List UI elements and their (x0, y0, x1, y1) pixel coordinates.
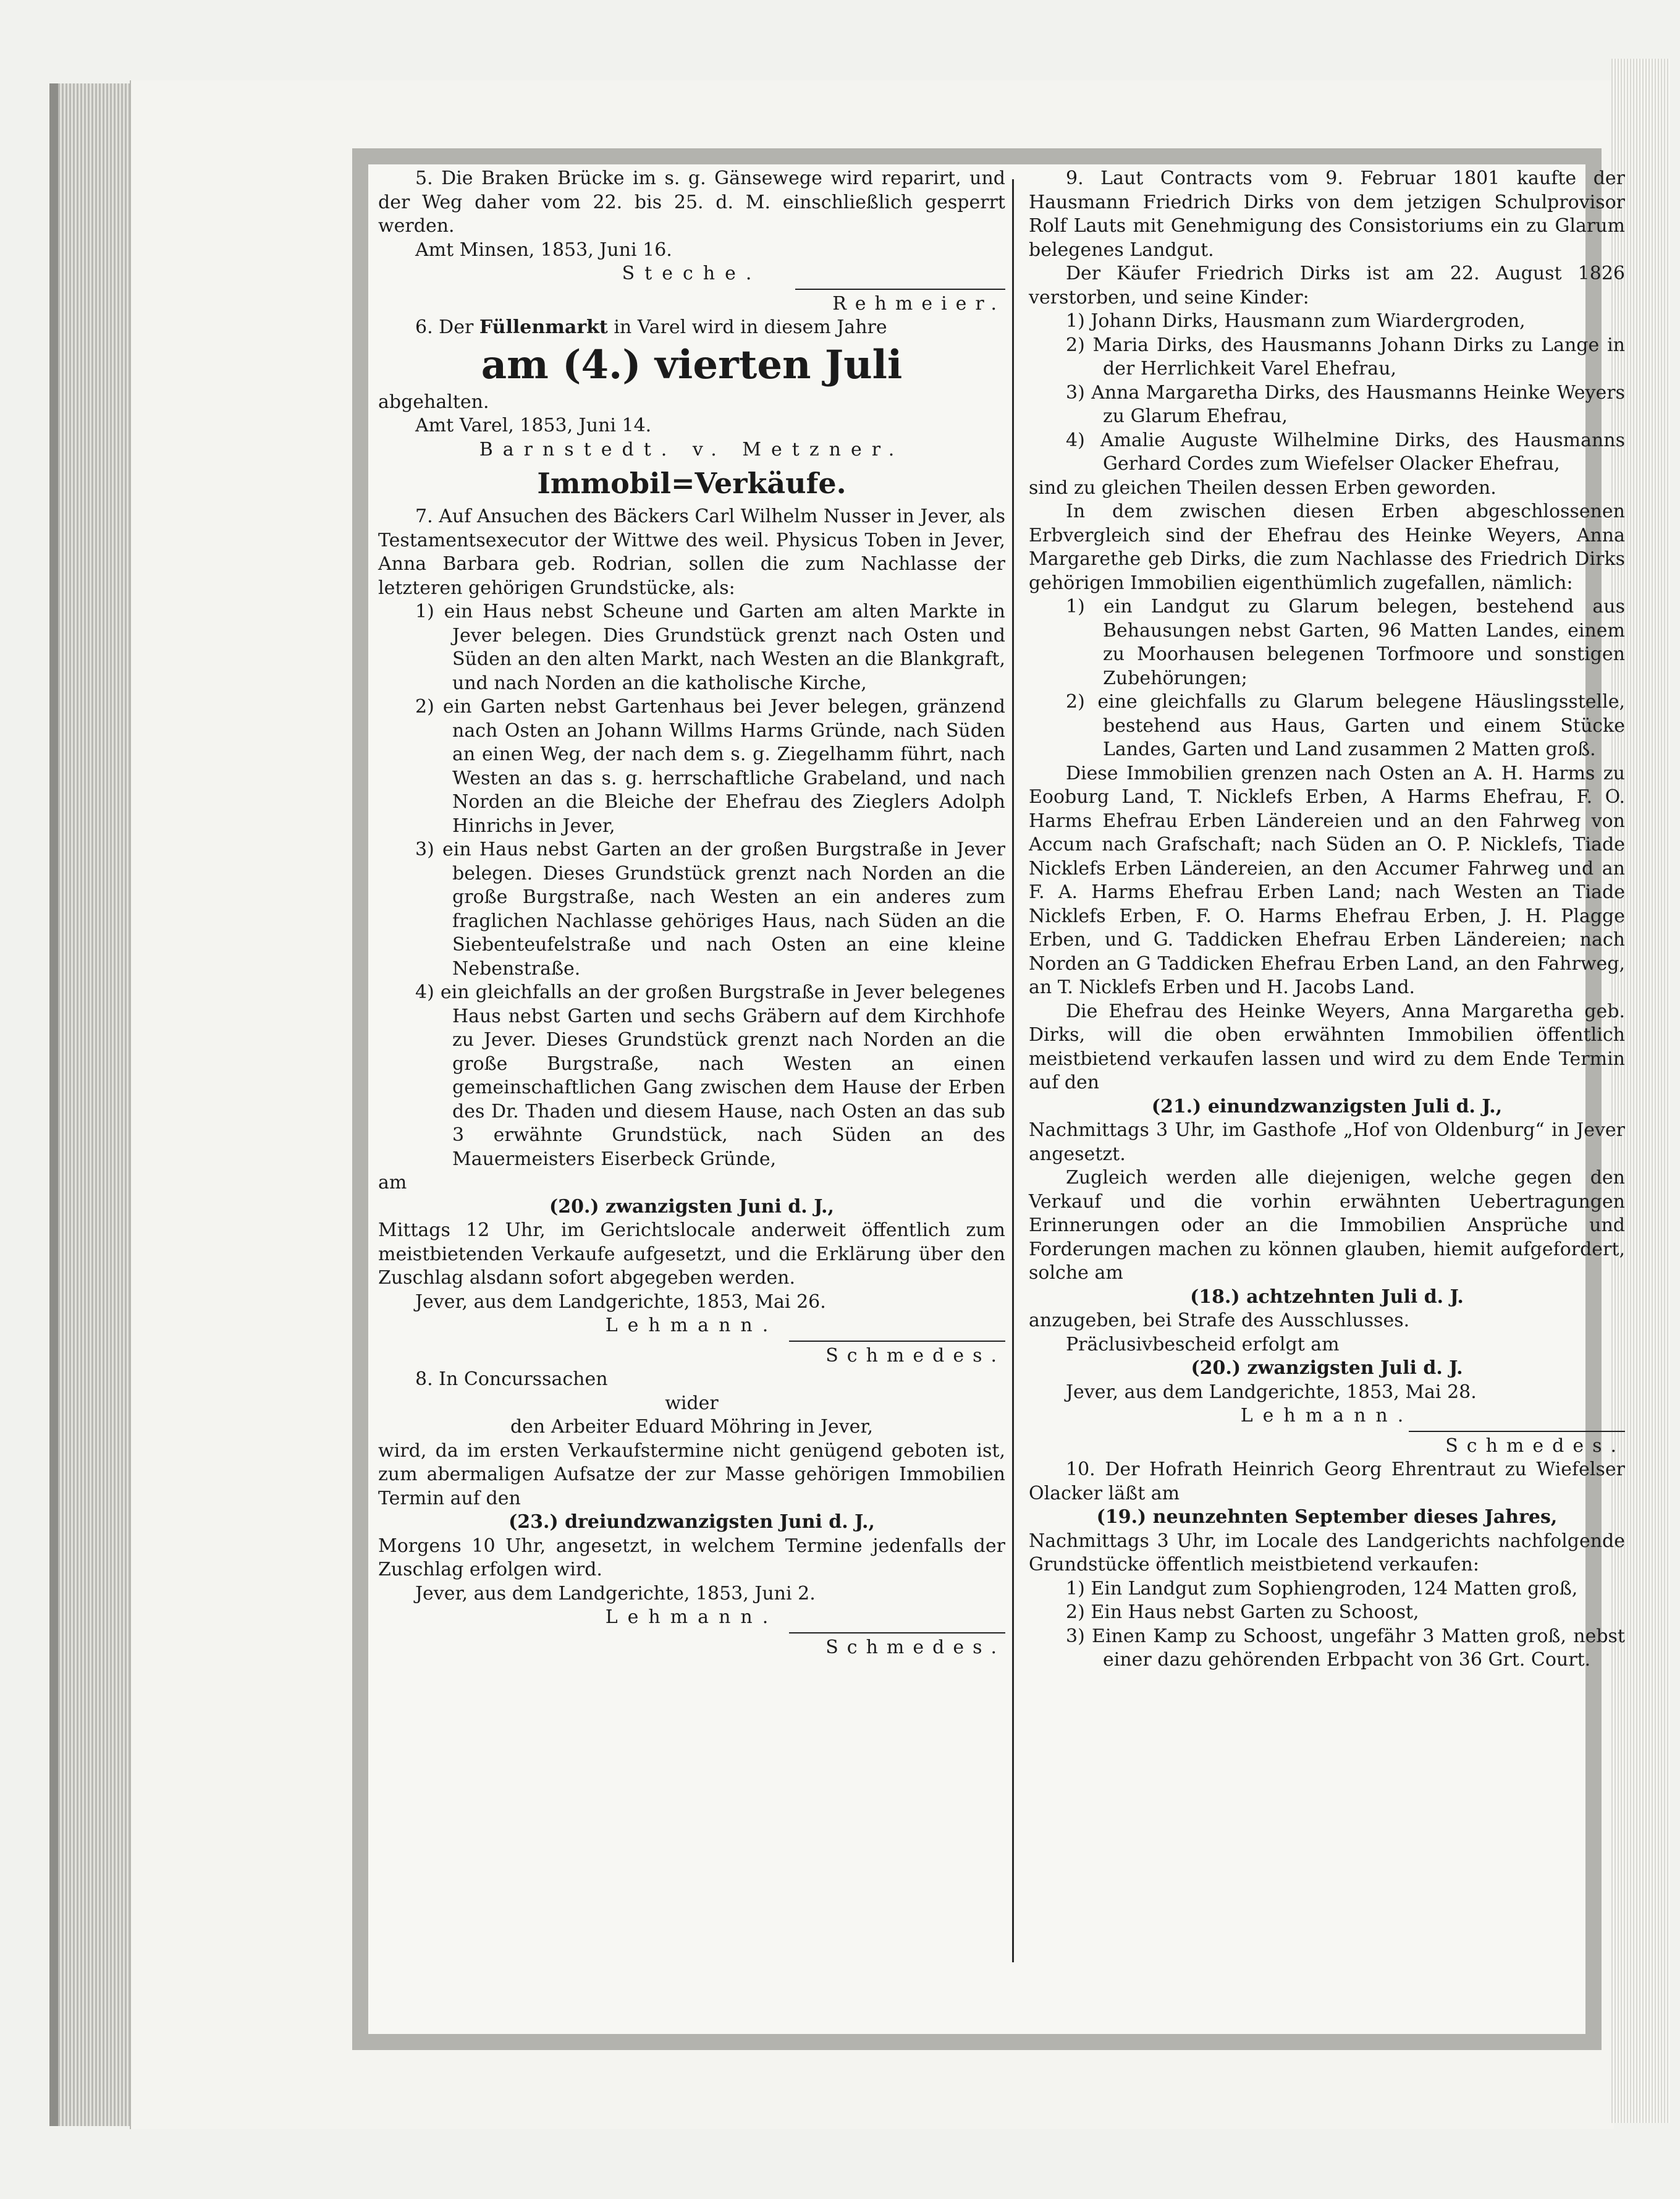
notice-9-child: 4) Amalie Auguste Wilhelmine Dirks, des Hausmanns Gerhard Cordes zum Wiefelser Olacker Ehefrau, (1066, 429, 1625, 475)
notice-7-item: 4) ein gleichfalls an der großen Burgstraße in Jever belegenes Haus nebst Garten und sechs Gräbern auf dem Kirchhofe zu Jever. Dieses Grundstück grenzt nach Norden an die große Burgstraße, nach Westen an einen gemeinschaftlichen Gang zwischen dem Hause der Erben des Dr. Thaden und diesem Hause, nach Osten an das sub 3 erwähnte Grundstück, nach Süden an des Mauermeisters Eiserbeck Gründe, (415, 981, 1005, 1170)
notice-9-p3: sind zu gleichen Theilen dessen Erben geworden. (1029, 477, 1496, 499)
notice-9-child: 2) Maria Dirks, des Hausmanns Johann Dirks zu Lange in der Herrlichkeit Varel Ehefrau, (1066, 334, 1625, 379)
notice-6-intro-b: in Varel wird in diesem Jahre (614, 316, 887, 338)
notice-9-signature-2: Schmedes. (1445, 1434, 1625, 1457)
signature-rule (789, 1341, 1005, 1342)
notice-9-signature-1: Lehmann. (1240, 1405, 1414, 1426)
notice-6-outro: abgehalten. (378, 391, 489, 413)
notice-8-signature-1: Lehmann. (605, 1606, 779, 1628)
notice-9-date-2: (18.) achtzehnten Juli d. J. (1190, 1286, 1464, 1308)
notice-9-date-3: (20.) zwanzigsten Juli d. J. (1191, 1357, 1463, 1379)
notice-5-text: 5. Die Braken Brücke im s. g. Gänsewege wird reparirt, und der Weg daher vom 22. bis 25. d. M. einschließlich gesperrt werden. (378, 167, 1005, 237)
notice-7-am: am (378, 1172, 407, 1193)
notice-5-signature-1: Steche. (622, 263, 762, 284)
notice-9-p7: Nachmittags 3 Uhr, im Gasthofe „Hof von Oldenburg“ in Jever angesetzt. (1029, 1119, 1625, 1165)
notice-9-p6: Die Ehefrau des Heinke Weyers, Anna Margaretha geb. Dirks, will die oben erwähnten Immobilien öffentlich meistbietend verkaufen lassen und wird zu dem Ende Termin auf den (1029, 1000, 1625, 1093)
notice-10-p2: Nachmittags 3 Uhr, im Locale des Landgerichts nachfolgende Grundstücke öffentlich meistbietend verkaufen: (1029, 1530, 1625, 1575)
notice-7-place-date: Jever, aus dem Landgerichte, 1853, Mai 26. (415, 1290, 826, 1313)
notice-8-date: (23.) dreiundzwanzigsten Juni d. J., (509, 1511, 875, 1533)
notice-7-item: 3) ein Haus nebst Garten an der großen Burgstraße in Jever belegen. Dieses Grundstück grenzt nach Norden an die große Burgstraße, nach Westen an ein anderes zum fraglichen Nachlasse gehöriges Haus, nach Süden an die Siebenteufelstraße und nach Osten an eine kleine Nebenstraße. (415, 839, 1005, 980)
notice-9-property: 2) eine gleichfalls zu Glarum belegene Häuslingsstelle, bestehend aus Haus, Garten und einem Stücke Landes, Garten und Land zusammen 2 Matten groß. (1066, 691, 1625, 760)
notice-5-signature-2: Rehmeier. (832, 292, 1005, 315)
notice-7-intro: 7. Auf Ansuchen des Bäckers Carl Wilhelm Nusser in Jever, als Testamentsexecutor der Wittwe des weil. Physicus Toben in Jever, Anna Barbara geb. Rodrian, sollen die zum Nachlasse der letzteren gehörigen Grundstücke, als: (378, 506, 1005, 599)
notice-10-item: 3) Einen Kamp zu Schoost, ungefähr 3 Matten groß, nebst einer dazu gehörenden Erbpacht von 36 Grt. Court. (1066, 1625, 1625, 1671)
notice-9-p9: anzugeben, bei Strafe des Ausschlusses. (1029, 1310, 1410, 1331)
notice-6-big-date: am (4.) vierten Juli (481, 341, 903, 388)
notice-9-date-1: (21.) einundzwanzigsten Juli d. J., (1151, 1095, 1503, 1117)
notice-9-p5: Diese Immobilien grenzen nach Osten an A. H. Harms zu Eooburg Land, T. Nicklefs Erben, A Harms Ehefrau, F. O. Harms Ehefrau Erben Ländereien und an den Fahrweg von Accum nach Grafschaft; nach Süden an O. P. Nicklefs, Tiade Nicklefs Erben Ländereien, an den Accumer Fahrweg und an F. A. Harms Ehefrau Erben Land; nach Westen an Tiade Nicklefs Erben, F. O. Harms Ehefrau Erben, J. H. Plagge Erben, und G. Taddicken Ehefrau Erben Ländereien; nach Norden an G Taddicken Ehefrau Erben Land, an den Fahrweg, an T. Nicklefs Erben und H. Jacobs Land. (1029, 762, 1625, 998)
notice-5-place-date: Amt Minsen, 1853, Juni 16. (415, 239, 672, 261)
notice-7-item: 2) ein Garten nebst Gartenhaus bei Jever belegen, gränzend nach Osten an Johann Willms Harms Gründe, nach Süden an einen Weg, der nach dem s. g. Ziegelhamm führt, nach Westen an das s. g. herrschaftliche Grabeland, und nach Norden an die Bleiche der Ehefrau des Zieglers Adolph Hinrichs in Jever, (415, 696, 1005, 837)
notice-9-property: 1) ein Landgut zu Glarum belegen, bestehend aus Behausungen nebst Garten, 96 Matten Landes, einem zu Moorhausen belegenen Torfmoore und sonstigen Zubehörungen; (1066, 596, 1625, 689)
notice-10-date: (19.) neunzehnten September dieses Jahres, (1096, 1506, 1558, 1528)
notice-7-signature-2: Schmedes. (825, 1344, 1005, 1366)
notice-7-date: (20.) zwanzigsten Juni d. J., (549, 1195, 834, 1218)
section-heading: Immobil=Verkäufe. (537, 467, 846, 500)
notice-9-p1: 9. Laut Contracts vom 9. Februar 1801 kaufte der Hausmann Friedrich Dirks von dem jetzigen Schulprovisor Rolf Lauts mit Genehmigung des Consistoriums ein zu Glarum belegenes Landgut. (1029, 167, 1625, 261)
notice-8-line-2: wider (665, 1392, 719, 1414)
notice-8-signature-2: Schmedes. (825, 1636, 1005, 1658)
notice-8-text: wird, da im ersten Verkaufstermine nicht genügend geboten ist, zum abermaligen Aufsatze der zur Masse gehörigen Immobilien Termin auf den (378, 1439, 1005, 1509)
notice-6-intro-a: 6. Der (415, 316, 474, 338)
notice-6-place-date: Amt Varel, 1853, Juni 14. (415, 415, 652, 436)
notice-9-p8: Zugleich werden alle diejenigen, welche gegen den Verkauf und die vorhin erwähnten Uebertragungen Erinnerungen oder an die Immobilien Ansprüche und Forderungen machen zu können glauben, hiemit aufgefordert, solche am (1029, 1167, 1625, 1284)
notice-9-child: 1) Johann Dirks, Hausmann zum Wiardergroden, (1066, 310, 1526, 332)
signature-rule (795, 289, 1005, 290)
column-divider (1012, 179, 1014, 1962)
notice-6-intro (378, 316, 1005, 340)
notice-6-signature: Barnstedt. v. Metzner. (479, 438, 905, 460)
notice-10-p1: 10. Der Hofrath Heinrich Georg Ehrentraut zu Wiefelser Olacker läßt am (1029, 1459, 1625, 1504)
notice-8-line-3: den Arbeiter Eduard Möhring in Jever, (510, 1416, 874, 1438)
notice-8-place-date: Jever, aus dem Landgerichte, 1853, Juni 2. (415, 1582, 816, 1604)
notice-9-p2: Der Käufer Friedrich Dirks ist am 22. August 1826 verstorben, und seine Kinder: (1029, 263, 1625, 308)
notice-8-line-1: 8. In Concurssachen (415, 1368, 608, 1390)
notice-10-item: 2) Ein Haus nebst Garten zu Schoost, (1066, 1601, 1419, 1623)
notice-9-p4: In dem zwischen diesen Erben abgeschlossenen Erbvergleich sind der Ehefrau des Heinke Weyers, Anna Margarethe geb Dirks, die zum Nachlasse des Friedrich Dirks gehörigen Immobilien eigenthümlich zugefallen, nämlich: (1029, 501, 1625, 594)
notice-6-keyword: Füllenmarkt (479, 316, 608, 338)
left-column (378, 167, 1005, 1659)
notice-7-text: Mittags 12 Uhr, im Gerichtslocale anderweit öffentlich zum meistbietenden Verkaufe aufgesetzt, und die Erklärung über den Zuschlag alsdann sofort abgegeben werden. (378, 1219, 1005, 1289)
right-column (1029, 167, 1625, 1672)
notice-7-item: 1) ein Haus nebst Scheune und Garten am alten Markte in Jever belegen. Dies Grundstück grenzt nach Osten und Süden an den alten Markt, nach Westen an die Blankgraft, und nach Norden an die katholische Kirche, (415, 601, 1005, 694)
notice-8-text-2: Morgens 10 Uhr, angesetzt, in welchem Termine jedenfalls der Zuschlag erfolgen wird. (378, 1535, 1005, 1580)
notice-10-item: 1) Ein Landgut zum Sophiengroden, 124 Matten groß, (1066, 1577, 1578, 1599)
notice-9-p10: Präclusivbescheid erfolgt am (1066, 1333, 1340, 1355)
notice-9-child: 3) Anna Margaretha Dirks, des Hausmanns Heinke Weyers zu Glarum Ehefrau, (1066, 381, 1625, 427)
book-page-edges (49, 83, 138, 2126)
notice-9-place-date: Jever, aus dem Landgerichte, 1853, Mai 28. (1066, 1381, 1477, 1403)
signature-rule (789, 1632, 1005, 1633)
signature-rule (1409, 1431, 1625, 1432)
notice-7-signature-1: Lehmann. (605, 1315, 779, 1336)
